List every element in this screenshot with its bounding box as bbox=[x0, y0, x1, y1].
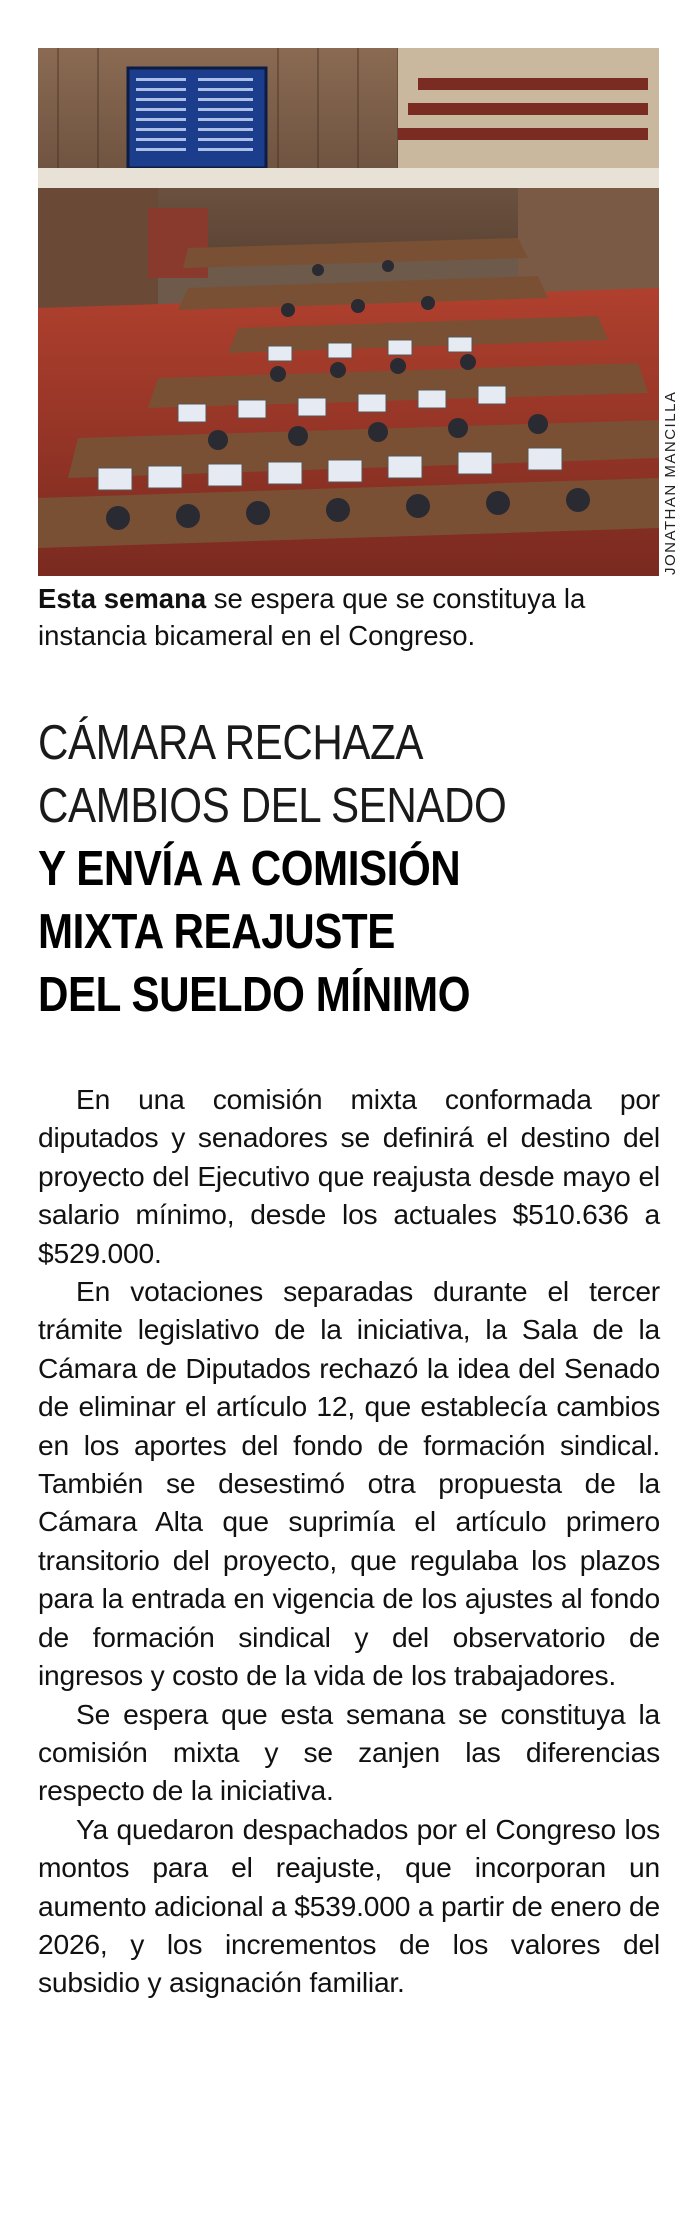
headline-line-2: CAMBIOS DEL SENADO bbox=[38, 779, 507, 833]
headline-line-5: DEL SUELDO MÍNIMO bbox=[38, 968, 471, 1022]
headline bbox=[38, 712, 678, 1027]
article-photo bbox=[38, 48, 659, 576]
photo-caption bbox=[38, 580, 668, 654]
headline-line-4: MIXTA REAJUSTE bbox=[38, 905, 395, 959]
article-body bbox=[38, 1080, 660, 2002]
headline-line-3: Y ENVÍA A COMISIÓN bbox=[38, 842, 461, 896]
photo-credit: JONATHAN MANCILLA bbox=[662, 390, 679, 575]
headline-line-1: CÁMARA RECHAZA bbox=[38, 716, 424, 770]
caption-text: se espera que se constituya la instancia bicameral en el Congreso. bbox=[38, 583, 586, 651]
body-paragraph-2: En votaciones separadas durante el tercer trámite legislativo de la iniciativa, la Sala de la Cámara de Diputados rechazó la idea del Senado de eliminar el artículo 12, que establecía cambios en los aportes del fondo de formación sindical. También se desestimó otra propuesta de la Cámara Alta que suprimía el artículo primero transitorio del proyecto, que regulaba los plazos para la entrada en vigencia de los ajustes al fondo de formación sindical y del observatorio de ingresos y costo de la vida de los trabajadores. bbox=[38, 1275, 660, 1692]
body-paragraph-4: Ya quedaron despachados por el Congreso los montos para el reajuste, que incorporan un aumento adicional a $539.000 a partir de enero de 2026, y los incrementos de los valores del subsidio y asignación familiar. bbox=[38, 1812, 660, 1999]
caption-lead: Esta semana bbox=[38, 583, 207, 614]
body-paragraph-3: Se espera que esta semana se constituya la comisión mixta y se zanjen las diferencias respecto de la iniciativa. bbox=[38, 1697, 660, 1807]
parliament-chamber-photo bbox=[38, 48, 659, 576]
body-paragraph-1: En una comisión mixta conformada por diputados y senadores se definirá el destino del proyecto del Ejecutivo que reajusta desde mayo el salario mínimo, desde los actuales $510.636 a $529.000. bbox=[38, 1083, 660, 1269]
